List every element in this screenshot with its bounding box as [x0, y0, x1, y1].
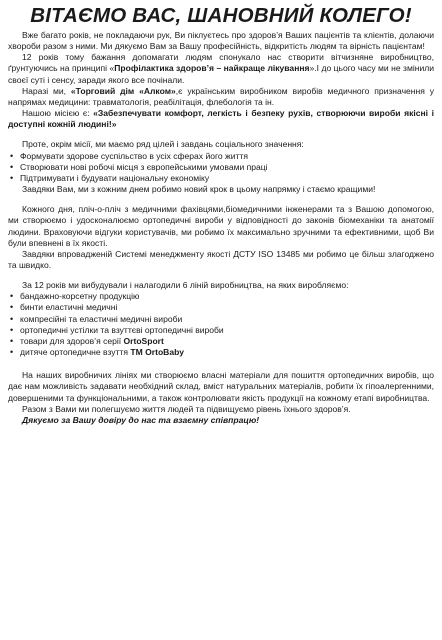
production-item-text: ортопедичні устілки та взуттєві ортопедичні вироби — [20, 324, 224, 335]
mission-text: «Забезпечувати комфорт, легкість і безпеку рухів, створюючи вироби якісні і доступні кожній людині!» — [8, 108, 434, 130]
production-item-text: бинти еластичні медичні — [20, 302, 118, 313]
work-paragraph-2: Завдяки впровадженій Системі менеджменту якості ДСТУ ISO 13485 ми робимо це більш злагоджено та швидко. — [8, 248, 434, 270]
production-item — [8, 325, 434, 336]
production-item-text: дитяче ортопедичне взуття — [20, 347, 131, 358]
production-list — [8, 291, 434, 358]
production-item — [8, 291, 434, 302]
letter-body — [8, 30, 434, 426]
production-item-text: бандажно-корсетну продукцію — [20, 291, 140, 302]
intro-p3-suffix: ,є українським виробником виробів медичного призначення у напрямах медицини: травматологія, реабілітація, флебологія та ін. — [8, 85, 435, 107]
spacer — [8, 195, 434, 204]
page-title: ВІТАЄМО ВАС, ШАНОВНИЙ КОЛЕГО! — [30, 4, 412, 27]
brand-name: OrtoSport — [123, 335, 164, 346]
spacer — [8, 130, 434, 139]
mission-prefix: Нашою місією є: — [22, 108, 94, 119]
company-name: «Торговий дім «Алком» — [70, 85, 176, 96]
intro-p2-suffix: ».І до цього часу ми не змінили своєї суті і сенсу, заради якого все почінали. — [8, 63, 434, 85]
goals-list — [8, 151, 434, 184]
goals-closing: Завдяки Вам, ми з кожним днем робимо новий крок в цьому напрямку і стаємо кращими! — [22, 184, 376, 195]
production-item — [8, 336, 434, 347]
production-item-text: компресійні та еластичні медичні вироби — [20, 313, 183, 324]
production-lead: За 12 років ми вибудували і налагодили 6 ліній виробництва, на яких виробляємо: — [22, 280, 349, 291]
thanks-line: Дякуємо за Вашу довіру до нас та взаємну співпрацю! — [22, 414, 260, 425]
goal-item: • Підтримувати і будувати національну економіку — [8, 173, 434, 184]
intro-p3-prefix: Наразі ми, — [22, 85, 71, 96]
production-item — [8, 347, 434, 358]
goal-item: • Формувати здорове суспільство в усіх сферах його життя — [8, 151, 434, 162]
production-item — [8, 314, 434, 325]
goal-item: • Створювати нові робочі місця з європейськими умовами праці — [8, 162, 434, 173]
spacer — [8, 271, 434, 280]
spacer — [8, 358, 434, 370]
production-item — [8, 302, 434, 313]
intro-paragraph-1: Вже багато років, не покладаючи рук, Ви піклуєтесь про здоров’я Ваших пацієнтів та клієнтів, долаючи хвороби разом з ними. Ми дякуємо Вам за Вашу професійність, відкритість людям та вірність пацієнтам! — [8, 30, 434, 52]
goals-lead: Проте, окрім місії, ми маємо ряд цілей і завдань соціального значення: — [22, 139, 304, 150]
closing-paragraph-1: На наших виробничих лініях ми створюємо власні матеріали для пошиття ортопедичних виробів, що дає нам можливість задавати необхідний склад, вміст натуральних матеріалів, робити їх гіпоалергенними, довершеними та функціональними, а також контролювати якість продукції на кожному етапі виробництва. — [8, 370, 434, 403]
work-paragraph-1: Кожного дня, пліч-о-пліч з медичними фахівцями,біомедичними інженерами та з Вашою допомогою, ми створюємо і удосконалюємо ортопедичні вироби у відповідності до законів біомеханіки та анатомії людини. Враховуючи відгуки користувачів, ми робимо їх максимально зручними та ефективними, щоб Ви були впевнені в їх якості. — [8, 204, 434, 248]
principle-text: Профілактика здоров’я – найкраще лікування — [114, 63, 310, 74]
intro-paragraph-2 — [8, 52, 434, 85]
brand-name: ТМ OrtoBaby — [130, 347, 185, 358]
production-item-text: товари для здоров’я серії — [20, 335, 124, 346]
intro-p2-prefix: 12 років тому бажання допомагати людям спонукало нас створити вітчизняне виробництво, ґрунтуючись на принципі « — [8, 52, 434, 74]
mission-paragraph — [8, 108, 434, 130]
intro-paragraph-3 — [8, 86, 434, 108]
closing-paragraph-2: Разом з Вами ми полегшуємо життя людей та підвищуємо рівень їхнього здоров’я. — [22, 403, 351, 414]
